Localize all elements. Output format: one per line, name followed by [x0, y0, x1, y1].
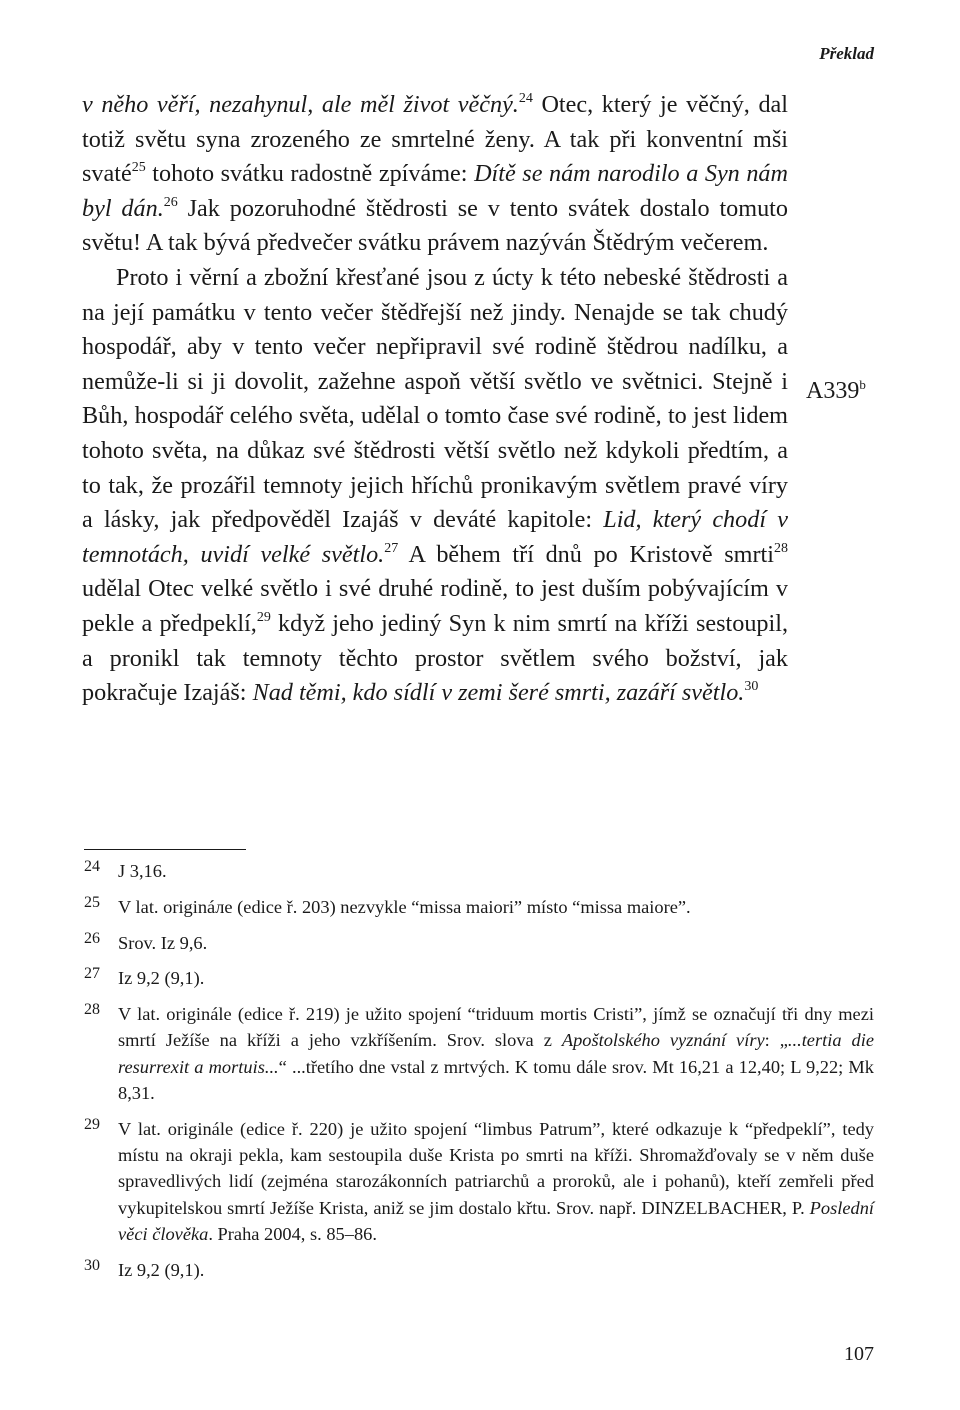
footnote-ref-27[interactable]: 27 — [384, 540, 399, 556]
footnote-number: 25 — [84, 893, 100, 911]
marginal-reference-main: A339 — [806, 378, 860, 404]
quote-john-3-16: v něho věří, nezahynul, ale měl život věčný. — [82, 91, 519, 118]
quote-isaiah-9-6: Dítě se nám narodilo a Syn nám byl dán. — [82, 160, 788, 222]
book-title: Poslední věci člověka — [118, 1197, 874, 1245]
running-head: Překlad — [819, 44, 874, 63]
text-span: V lat. originále (edice ř. 219) je užito spojení “triduum mortis Cristi”, jímž se označují tři dny mezi smrtí Ježíše na kříži a jeho vzkříšením. Srov. slova z — [118, 1004, 874, 1051]
footnote-number: 27 — [84, 965, 100, 983]
footnote-ref-29[interactable]: 29 — [256, 609, 271, 625]
footnote-text: J 3,16. — [118, 861, 167, 881]
footnote-30 — [84, 1257, 874, 1283]
text-span: když jeho jediný Syn k nim smrtí na kříži sestoupil, a pronikl tak temnoty těchto prostor světlem svého božství, jak pokračuje Izajáš: — [82, 609, 788, 707]
footnote-number: 30 — [84, 1256, 100, 1274]
marginal-reference — [806, 374, 866, 408]
footnote-number: 24 — [84, 858, 100, 875]
footnote-text: Srov. Iz 9,6. — [118, 932, 208, 953]
footnote-text — [118, 1001, 874, 1106]
quote-isaiah-9-2b: Nad těmi, kdo sídlí v zemi šeré smrti, zazáří světlo. — [252, 679, 745, 707]
text-span: A během tří dnů po Kristově smrti — [398, 540, 774, 568]
text-span: udělal Otec velké světlo i své druhé rodině, to jest duším pobývajícím v pekle a předpeklí, — [82, 575, 788, 637]
footnote-24 — [84, 858, 874, 884]
footnote-text: V lat. origináле (edice ř. 203) nezvykle “missa maiori” místo “missa maiore”. — [118, 896, 691, 917]
footnote-number: 29 — [84, 1115, 100, 1133]
page-number: 107 — [844, 1343, 874, 1365]
footnote-text — [118, 1116, 874, 1247]
text-span: V lat. originále (edice ř. 220) je užito spojení “limbus Patrum”, které odkazuje k “předpeklí”, tedy místu na okraji pekla, kam sestoupila duše Krista po smrti na kříži. Shromažďovaly se v něm duše spravedlivých lidí (zejména starozákonních patriarchů a proroků, ale i pohanů), kteří zemřeli před vykupitelskou smrtí Ježíše Krista, aniž se jim dostalo křtu. Srov. např. DINZELBACHER, P. — [118, 1118, 874, 1218]
footnote-ref-30[interactable]: 30 — [744, 679, 759, 695]
footnote-ref-25[interactable]: 25 — [131, 160, 146, 176]
footnote-text: Iz 9,2 (9,1). — [118, 968, 205, 989]
footnote-ref-24[interactable]: 24 — [518, 90, 533, 106]
text-span: Proto i věrní a zbožní křesťané jsou z úcty k této nebeské štědrosti a na její památku v tento večer štědřejší než jindy. Nenajde se tak chudý hospodář, aby v tento večer nepřipravil své rodině štědrou nadílku, a nemůže-li si ji dovolit, zažehne aspoň větší světlo ve světnici. Stejně i Bůh, hospodář celého světa, udělal o tomto čase své rodině, to jest lidem tohoto světa, na důkaz své štědrosti větší světlo než kdykoli předtím, a to tak, že prozářil temnoty jejich hříchů pronikavým světlem pravé víry a lásky, jak předpověděl Izajáš v deváté kapitole: — [82, 263, 788, 534]
footnote-27 — [84, 965, 874, 991]
text-span: “ ...třetího dne vstal z mrtvých. K tomu dále srov. Mt 16,21 a 12,40; L 9,22; Mk 8,31. — [118, 1056, 874, 1104]
footnote-28 — [84, 1001, 874, 1106]
footnote-number: 28 — [84, 1001, 100, 1019]
footnote-26 — [84, 930, 874, 956]
paragraph-2 — [82, 261, 788, 711]
footnote-separator — [84, 849, 246, 850]
footnote-ref-28[interactable]: 28 — [774, 540, 788, 556]
main-text — [82, 88, 788, 711]
paragraph-1 — [82, 88, 788, 261]
footnote-25 — [84, 894, 874, 920]
footnote-ref-26[interactable]: 26 — [163, 194, 178, 210]
quote-isaiah-9-2a: Lid, který chodí v temnotách, uvidí velké světlo. — [82, 506, 788, 568]
text-span: Otec, který je věčný, dal totiž světu syna zrozeného ze smrtelné ženy. A tak při konventní mši svaté — [82, 91, 788, 188]
footnote-29 — [84, 1116, 874, 1247]
footnotes — [84, 858, 874, 1293]
latin-quote: ...tertia die resurrexit a mortuis... — [118, 1030, 874, 1077]
footnote-number: 26 — [84, 929, 100, 947]
text-span: : „ — [764, 1030, 788, 1051]
footnote-text: Iz 9,2 (9,1). — [118, 1259, 205, 1280]
text-span: Jak pozoruhodné štědrosti se v tento svátek dostalo tomuto světu! A tak bývá předvečer svátku právem nazýván Štědrým večerem. — [82, 194, 788, 257]
text-span: . Praha 2004, s. 85–86. — [208, 1224, 377, 1245]
title-apostles-creed: Apoštolského vyznání víry — [561, 1030, 765, 1051]
marginal-reference-sup: b — [859, 377, 866, 392]
text-span: tohoto svátku radostně zpíváme: — [145, 160, 475, 188]
